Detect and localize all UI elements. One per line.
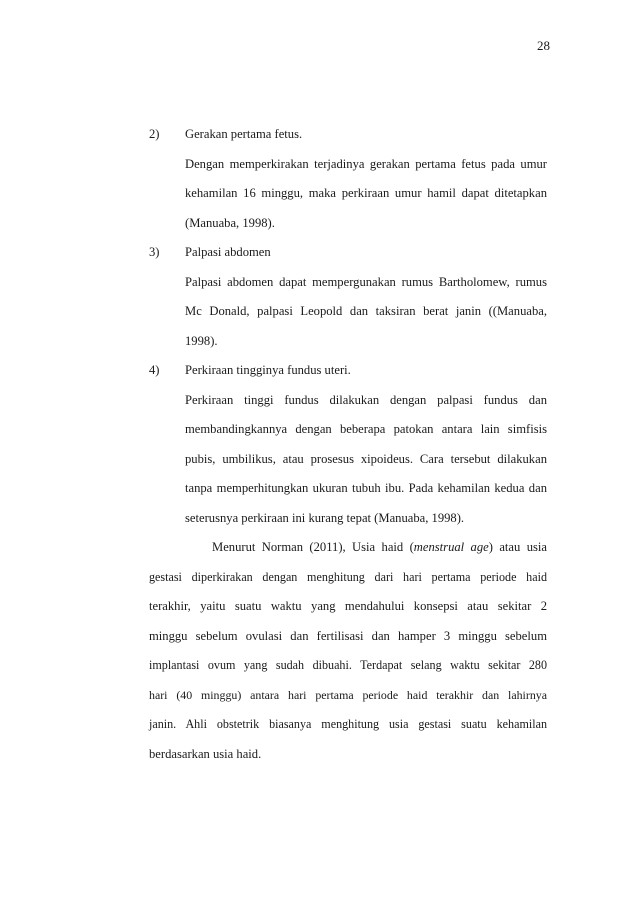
text-line: kehamilan 16 minggu, maka perkiraan umur hamil dapat ditetapkan (185, 186, 547, 200)
list-item (149, 356, 547, 533)
body-paragraph (149, 533, 547, 769)
text-line: membandingkannya dengan beberapa patokan antara lain simfisis (185, 422, 547, 436)
paragraph-text: Menurut Norman (2011), Usia haid ( (212, 540, 414, 554)
text-line: seterusnya perkiraan ini kurang tepat (Manuaba, 1998). (185, 510, 465, 525)
text-line: Perkiraan tinggi fundus dilakukan dengan palpasi fundus dan (185, 392, 547, 407)
text-line: Mc Donald, palpasi Leopold dan taksiran berat janin ((Manuaba, (185, 304, 547, 318)
page-number: 28 (537, 38, 550, 53)
text-line: pubis, umbilikus, atau prosesus xipoideus. Cara tersebut dilakukan (185, 451, 547, 466)
list-item-title: Gerakan pertama fetus. (185, 127, 303, 141)
list-item-body (185, 150, 547, 239)
text-line: implantasi ovum yang sudah dibuahi. Terdapat selang waktu sekitar 280 (149, 658, 547, 672)
list-item-body (185, 268, 547, 357)
text-line: gestasi diperkirakan dengan menghitung dari hari pertama periode haid (149, 569, 547, 584)
text-line: minggu sebelum ovulasi dan fertilisasi dan hamper 3 minggu sebelum (149, 628, 547, 643)
document-body (149, 120, 547, 769)
text-line: Dengan memperkirakan terjadinya gerakan pertama fetus pada umur (185, 156, 547, 171)
text-line (149, 533, 547, 563)
list-item (149, 238, 547, 356)
text-line: hari (40 minggu) antara hari pertama periode haid terakhir dan lahirnya (149, 687, 547, 702)
list-item (149, 120, 547, 238)
list-item-number: 2) (149, 127, 160, 141)
text-line: janin. Ahli obstetrik biasanya menghitung usia gestasi suatu kehamilan (149, 717, 547, 731)
list-item-title: Palpasi abdomen (185, 245, 271, 259)
list-item-title: Perkiraan tingginya fundus uteri. (185, 363, 351, 377)
text-line: 1998). (185, 333, 218, 348)
text-line: tanpa memperhitungkan ukuran tubuh ibu. Pada kehamilan kedua dan (185, 481, 547, 495)
list-item-number: 3) (149, 245, 160, 259)
text-line: berdasarkan usia haid. (149, 746, 262, 761)
text-line: terakhir, yaitu suatu waktu yang mendahului konsepsi atau sekitar 2 (149, 599, 547, 613)
italic-term: menstrual age (413, 540, 489, 554)
paragraph-text: ) atau usia (488, 540, 547, 554)
text-line: (Manuaba, 1998). (185, 215, 275, 230)
list-item-body (185, 386, 547, 534)
list-item-number: 4) (149, 363, 160, 377)
text-line: Palpasi abdomen dapat mempergunakan rumus Bartholomew, rumus (185, 274, 547, 289)
